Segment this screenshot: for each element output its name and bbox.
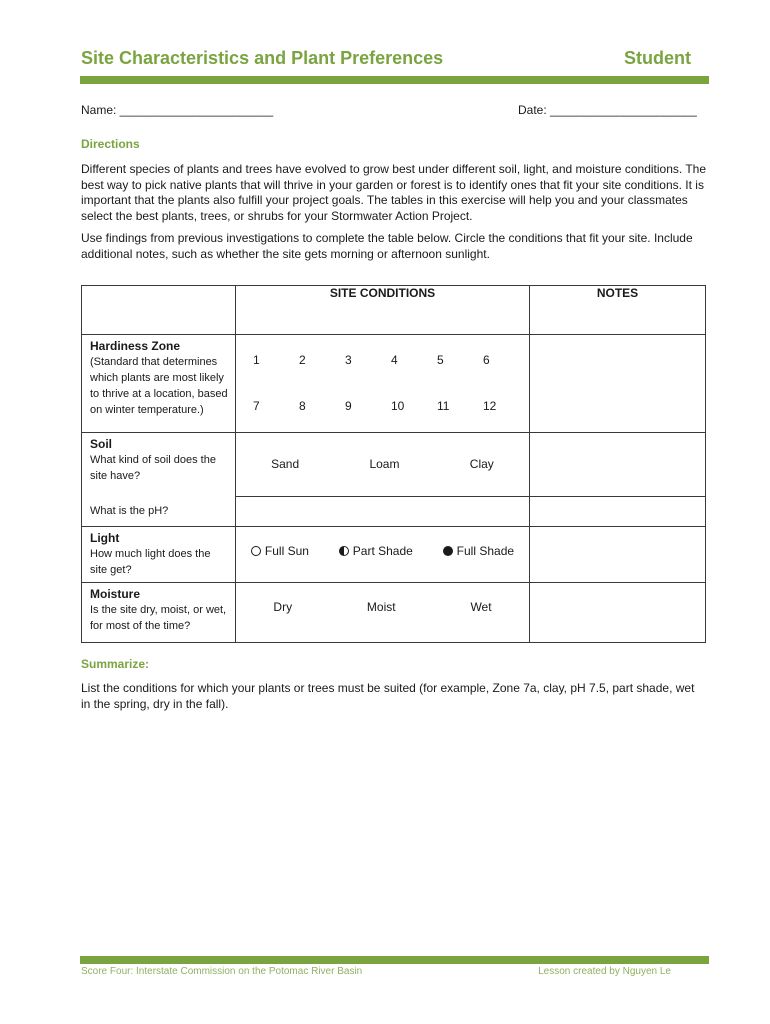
summarize-heading: Summarize: (81, 657, 150, 671)
light-option-full-shade[interactable] (443, 544, 514, 558)
table-header-row (82, 286, 706, 335)
page-title: Site Characteristics and Plant Preferences (81, 48, 444, 68)
footer-divider (80, 956, 709, 964)
zone-grid (236, 335, 529, 413)
soil-options-cell (235, 433, 529, 497)
zone-option[interactable]: 5 (436, 353, 444, 367)
soil-desc: What kind of soil does the site have? (90, 454, 216, 482)
footer-credit-left: Score Four: Interstate Commission on the Potomac River Basin (81, 966, 363, 977)
directions-paragraph-1: Different species of plants and trees have evolved to grow best under different soil, light, and moisture conditions. The best way to pick native plants that will thrive in your garden or forest is to identify ones that fit your site conditions. It is important that the plants also fulfill your project goals. The tables in this exercise will help you and your classmates select the best plants, trees, or shrubs for your Stormwater Action Project. (81, 162, 707, 223)
soil-option-loam[interactable]: Loam (369, 457, 400, 471)
header-empty-cell (82, 286, 236, 335)
moisture-option-moist[interactable]: Moist (366, 600, 396, 614)
moisture-options-cell (235, 583, 529, 643)
role-label: Student (624, 48, 691, 68)
hardiness-row (82, 335, 706, 433)
zone-option[interactable]: 2 (298, 353, 306, 367)
moisture-option-wet[interactable]: Wet (470, 600, 492, 614)
header-divider (80, 76, 709, 84)
moisture-title: Moisture (90, 587, 141, 601)
zone-option[interactable]: 6 (482, 353, 490, 367)
zone-option[interactable]: 3 (344, 353, 352, 367)
half-circle-icon (339, 546, 349, 556)
light-options (236, 527, 529, 558)
site-conditions-header: SITE CONDITIONS (235, 286, 529, 335)
light-option-label: Part Shade (352, 544, 413, 558)
directions-paragraph-2: Use findings from previous investigations to complete the table below. Circle the conditions that fit your site. Include additional notes, such as whether the site gets morning or afternoon sunlight. (81, 231, 693, 261)
hardiness-title: Hardiness Zone (90, 339, 181, 353)
zone-option[interactable]: 8 (298, 399, 306, 413)
ph-row (82, 497, 706, 527)
name-field[interactable]: Name: _______________________ (81, 103, 274, 117)
light-row (82, 527, 706, 583)
light-desc: How much light does the site get? (90, 548, 211, 576)
light-options-cell (235, 527, 529, 583)
light-option-full-sun[interactable] (251, 544, 309, 558)
soil-option-sand[interactable]: Sand (271, 457, 300, 471)
light-label-cell (82, 527, 236, 583)
notes-header: NOTES (529, 286, 705, 335)
moisture-desc: Is the site dry, moist, or wet, for most of the time? (90, 604, 227, 632)
moisture-row (82, 583, 706, 643)
hardiness-desc: (Standard that determines which plants are most likely to thrive at a location, based on winter temperature.) (90, 356, 228, 416)
date-field[interactable]: Date: ______________________ (518, 103, 697, 117)
moisture-notes-cell[interactable] (529, 583, 705, 643)
light-notes-cell[interactable] (529, 527, 705, 583)
hardiness-notes-cell[interactable] (529, 335, 705, 433)
footer-credit-right: Lesson created by Nguyen Le (538, 966, 671, 977)
soil-title: Soil (90, 437, 113, 451)
moisture-label-cell (82, 583, 236, 643)
summarize-instructions: List the conditions for which your plants or trees must be suited (for example, Zone 7a, clay, pH 7.5, part shade, wet in the spring, dry in the fall). (81, 681, 695, 711)
soil-label-cell (82, 433, 236, 497)
filled-circle-icon (443, 546, 453, 556)
zone-option[interactable]: 11 (436, 399, 450, 413)
ph-notes-cell[interactable] (529, 497, 705, 527)
light-title: Light (90, 531, 120, 545)
empty-circle-icon (251, 546, 261, 556)
zone-option[interactable]: 9 (344, 399, 352, 413)
zone-option[interactable]: 4 (390, 353, 398, 367)
hardiness-options-cell (235, 335, 529, 433)
soil-row (82, 433, 706, 497)
zone-option[interactable]: 7 (252, 399, 260, 413)
light-option-label: Full Sun (264, 544, 309, 558)
ph-question: What is the pH? (82, 497, 236, 527)
soil-options (236, 433, 529, 471)
ph-answer-cell[interactable] (235, 497, 529, 527)
zone-option[interactable]: 1 (252, 353, 260, 367)
light-option-label: Full Shade (456, 544, 515, 558)
soil-notes-cell[interactable] (529, 433, 705, 497)
site-conditions-table (81, 285, 706, 643)
directions-heading: Directions (81, 137, 140, 151)
moisture-option-dry[interactable]: Dry (273, 600, 293, 614)
soil-option-clay[interactable]: Clay (469, 457, 494, 471)
moisture-options (236, 583, 529, 614)
hardiness-label-cell (82, 335, 236, 433)
zone-option[interactable]: 10 (390, 399, 405, 413)
zone-option[interactable]: 12 (482, 399, 497, 413)
light-option-part-shade[interactable] (339, 544, 413, 558)
